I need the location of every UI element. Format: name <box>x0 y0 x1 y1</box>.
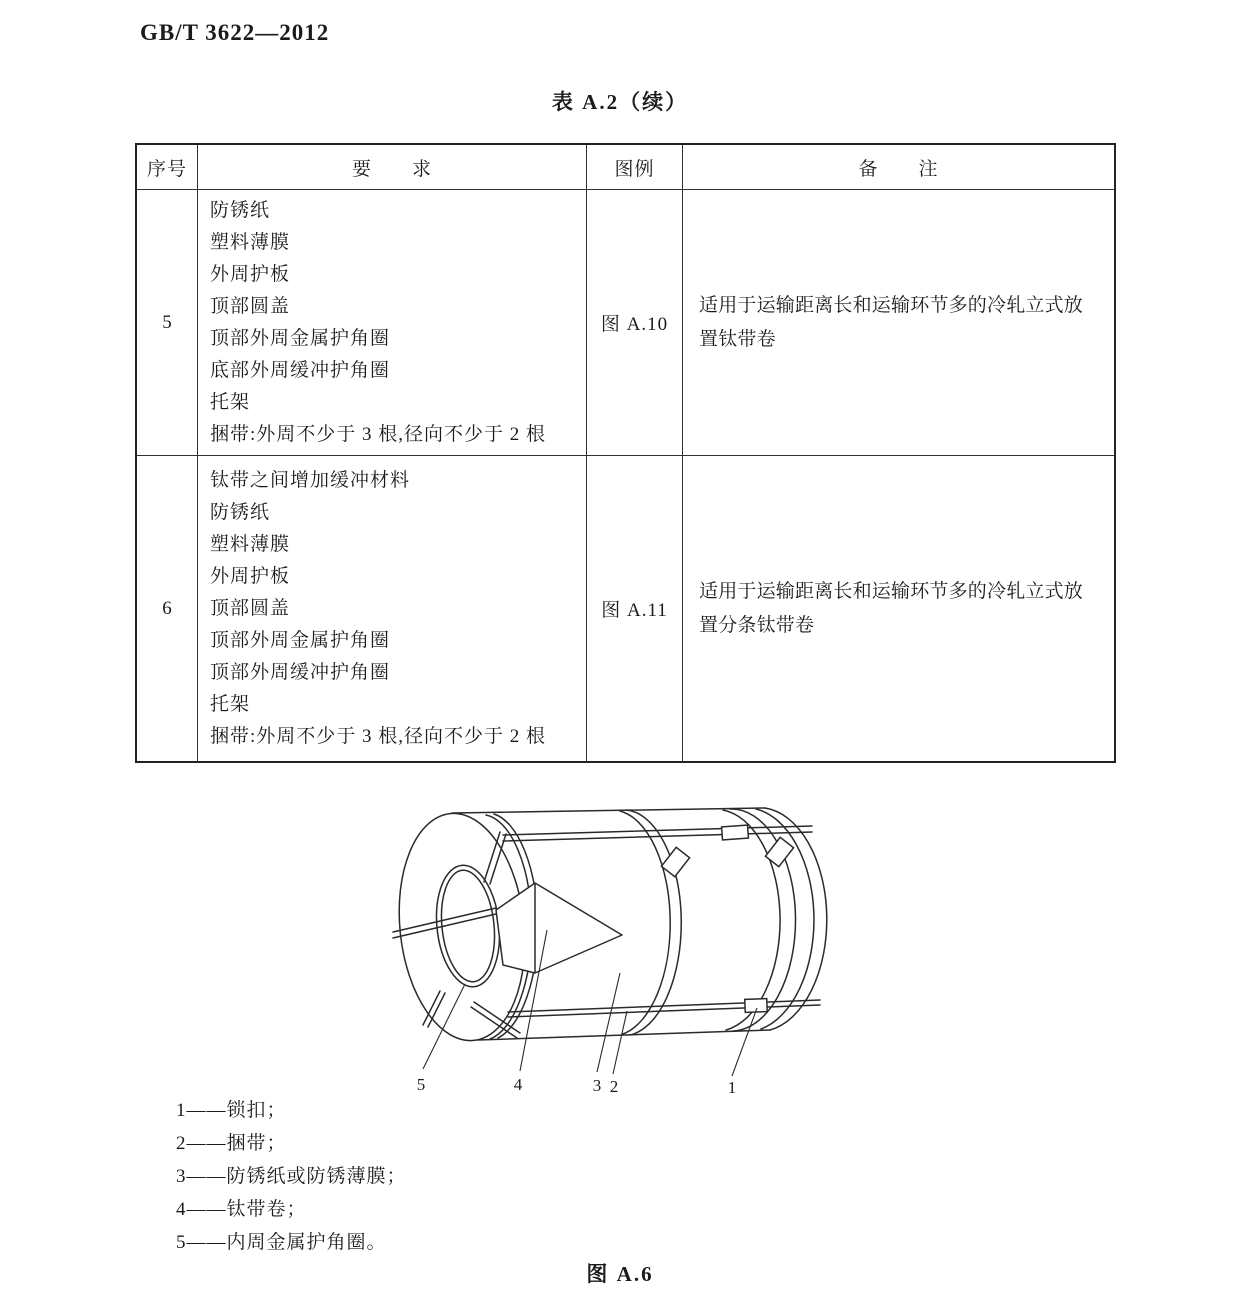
text-line: 3——防锈纸或防锈薄膜； <box>176 1166 407 1187</box>
row-number: 6 <box>136 456 198 763</box>
axial-strap-top <box>503 826 812 841</box>
requirement-lines <box>210 195 578 451</box>
text-line: 钛带之间增加缓冲材料 <box>210 469 411 491</box>
text-line: 5——内周金属护角圈。 <box>176 1232 387 1253</box>
text-line: 4——钛带卷； <box>176 1199 307 1220</box>
table-title: 表 A.2（续） <box>551 90 689 114</box>
text-line: 顶部圆盖 <box>210 295 291 317</box>
requirements-cell <box>198 190 587 456</box>
text-line: 顶部外周金属护角圈 <box>210 629 391 651</box>
header-cell-fig: 图例 <box>587 144 683 190</box>
radial-strap-left <box>393 908 496 938</box>
body-top-edge <box>452 808 765 813</box>
leader-line-2 <box>613 1011 627 1074</box>
header-cell-no: 序号 <box>136 144 198 190</box>
callout-number: 5 <box>416 1075 426 1094</box>
text-line: 顶部圆盖 <box>210 597 291 619</box>
text-line: 托架 <box>210 391 251 413</box>
requirement-lines <box>210 465 578 753</box>
callout-labels <box>417 1075 737 1097</box>
circumferential-strap-front <box>620 810 681 1035</box>
table-row <box>136 190 1115 456</box>
note-text: 适用于运输距离长和运输环节多的冷轧立式放置钛带卷 <box>683 190 1116 456</box>
callout-number: 2 <box>609 1077 619 1096</box>
callout-number: 3 <box>592 1076 602 1095</box>
legend-ref: 图 A.10 <box>587 190 683 456</box>
leader-line-5 <box>423 984 465 1069</box>
text-line: 塑料薄膜 <box>210 231 291 253</box>
text-line: 2——捆带； <box>176 1133 287 1154</box>
buckle-icon <box>722 825 749 840</box>
coil-packaging-figure <box>390 788 860 1100</box>
note-text: 适用于运输距离长和运输环节多的冷轧立式放置分条钛带卷 <box>683 456 1116 763</box>
doc-number: GB/T 3622—2012 <box>140 20 330 45</box>
text-line: 底部外周缓冲护角圈 <box>210 359 391 381</box>
text-line: 托架 <box>210 693 251 715</box>
text-line: 捆带:外周不少于 3 根,径向不少于 2 根 <box>210 423 547 445</box>
callout-number: 1 <box>727 1078 737 1097</box>
leader-lines <box>423 930 757 1076</box>
text-line: 外周护板 <box>210 565 291 587</box>
requirements-table <box>135 143 1116 763</box>
table-row <box>136 456 1115 763</box>
text-line: 捆带:外周不少于 3 根,径向不少于 2 根 <box>210 725 547 747</box>
legend-ref: 图 A.11 <box>587 456 683 763</box>
header-cell-req: 要 求 <box>198 144 587 190</box>
text-line: 顶部外周金属护角圈 <box>210 327 391 349</box>
row-number: 5 <box>136 190 198 456</box>
buckle-icon <box>765 837 793 866</box>
table-header-row <box>136 144 1115 190</box>
callout-number: 4 <box>513 1075 523 1094</box>
figure-caption: 图 A.6 <box>586 1262 654 1286</box>
header-cell-note: 备 注 <box>683 144 1116 190</box>
text-line: 塑料薄膜 <box>210 533 291 555</box>
text-line: 顶部外周缓冲护角圈 <box>210 661 391 683</box>
text-line: 外周护板 <box>210 263 291 285</box>
text-line: 1——锁扣； <box>176 1100 287 1121</box>
coil-diagram <box>390 788 860 1100</box>
text-line: 防锈纸 <box>210 199 271 221</box>
requirements-cell <box>198 456 587 763</box>
text-line: 防锈纸 <box>210 501 271 523</box>
body-bottom-edge <box>478 1030 770 1040</box>
direction-arrow-icon <box>496 883 622 973</box>
buckle-icon <box>661 847 689 876</box>
leader-line-1 <box>732 1008 757 1076</box>
figure-legend <box>176 1094 407 1259</box>
